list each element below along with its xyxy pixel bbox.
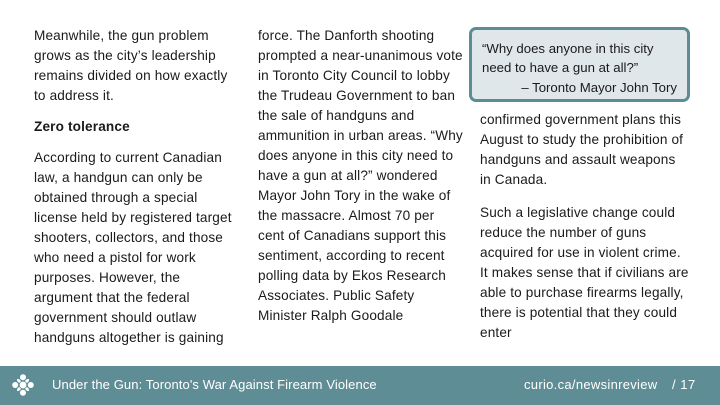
footer-bar [0, 366, 720, 405]
paragraph: Meanwhile, the gun problem grows as the city’s leadership remains divided on how exactly to address it. [34, 28, 228, 103]
section-heading: Zero tolerance [34, 119, 130, 134]
pull-quote-text: “Why does anyone in this city need to have a gun at all?” [482, 41, 654, 75]
right-column [480, 110, 690, 343]
footer-title: Under the Gun: Toronto's War Against Firearm Violence [52, 377, 377, 392]
page-number: / 17 [672, 377, 696, 392]
cbc-gem-icon [12, 374, 34, 396]
footer-url[interactable]: curio.ca/newsinreview [524, 377, 658, 392]
pull-quote-box [469, 27, 690, 102]
paragraph: Such a legislative change could reduce the number of guns acquired for use in violent crime. It makes sense that if civilians are able to purchase firearms legally, there is potential that they could enter [480, 205, 689, 340]
pull-quote-attribution: – Toronto Mayor John Tory [521, 80, 677, 95]
left-column [34, 26, 239, 348]
paragraph: According to current Canadian law, a handgun can only be obtained through a special license held by registered target shooters, collectors, and those who need a pistol for work purposes. However, the argument that the federal government should outlaw handguns altogether is gaining [34, 150, 232, 345]
middle-column [258, 26, 464, 326]
paragraph: confirmed government plans this August to study the prohibition of handguns and assault weapons in Canada. [480, 112, 684, 187]
paragraph: force. The Danforth shooting prompted a near-unanimous vote in Toronto City Council to lobby the Trudeau Government to ban the sale of handguns and ammunition in urban areas. “Why does anyone in this city need to have a gun at all?” wondered Mayor John Tory in the wake of the massacre. Almost 70 per cent of Canadians support this sentiment, according to recent polling data by Ekos Research Associates. Public Safety Minister Ralph Goodale [258, 28, 463, 323]
